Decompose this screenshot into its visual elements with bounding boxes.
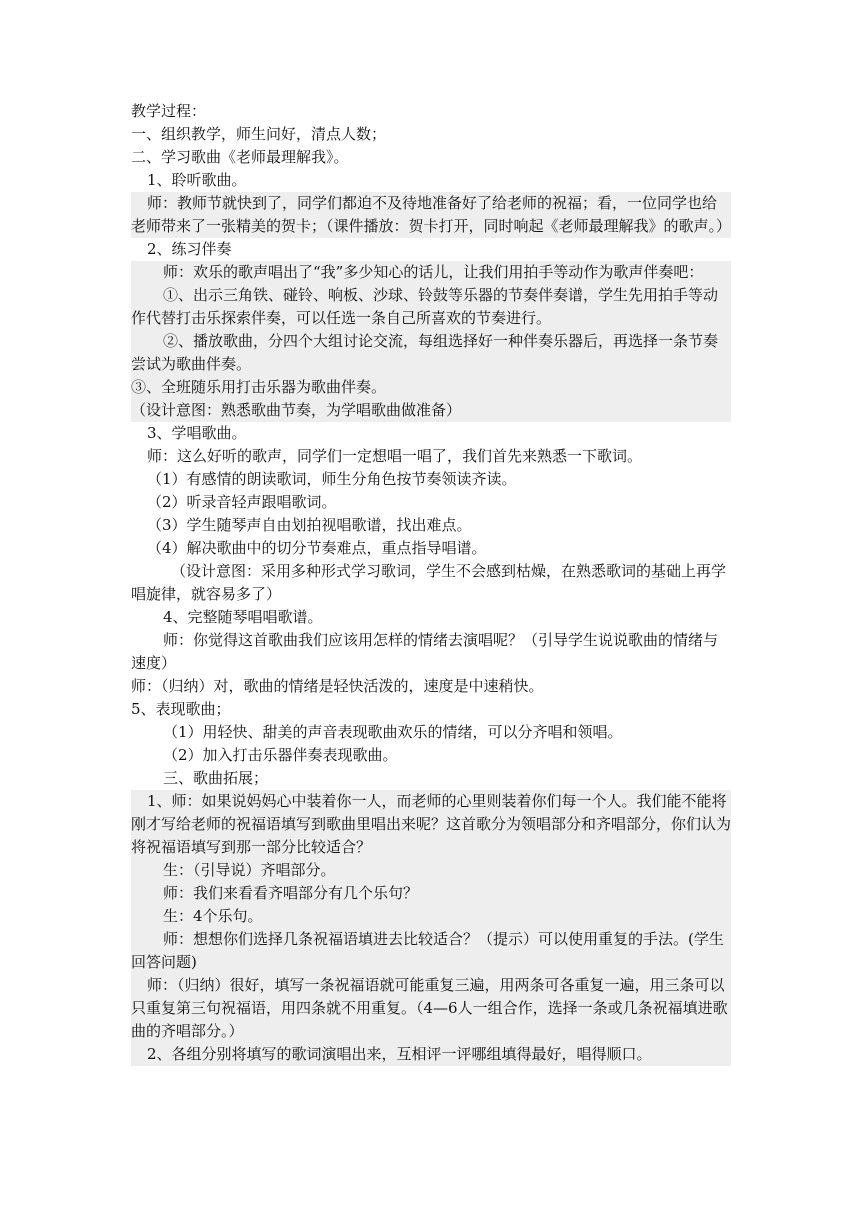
document-body [131, 100, 731, 1066]
paragraph-lyrics: 师：这么好听的歌声，同学们一定想唱一唱了，我们首先来熟悉一下歌词。 [147, 447, 643, 465]
sub-step-perform: 5、表现歌曲； [131, 700, 231, 718]
paragraph-accompaniment: 师：欢乐的歌声唱出了“我”多少知心的话儿，让我们用拍手等动作为歌声伴奏吧： [131, 261, 731, 284]
paragraph-teacher-prompt: 师：想想你们选择几条祝福语填进去比较适合？（提示）可以使用重复的手法。(学生回答问题) [131, 928, 731, 974]
paragraph-extension-1: 1、师：如果说妈妈心中装着你一人，而老师的心里则装着你们每一个人。我们能不能将刚才写给老师的祝福语填写到歌曲里唱出来呢？这首歌分为领唱部分和齐唱部分，你们认为将祝福语填写到那一部分比较适合？ [131, 790, 731, 859]
item-2: （2）听录音轻声跟唱歌词。 [147, 493, 337, 511]
section-heading-process: 教学过程： [131, 102, 207, 120]
paragraph-teacher-question: 师：我们来看看齐唱部分有几个乐句？ [131, 882, 731, 905]
sub-step-full-sing: 4、完整随琴唱唱歌谱。 [163, 608, 323, 626]
paragraph-group-performance: 2、各组分别将填写的歌词演唱出来，互相评一评哪组填得最好，唱得顺口。 [131, 1043, 731, 1066]
paragraph-student-answer-1: 生：（引导说）齐唱部分。 [131, 859, 731, 882]
item-circled-1: ①、出示三角铁、碰铃、响板、沙球、铃鼓等乐器的节奏伴奏谱，学生先用拍手等动作代替打击乐探索伴奏，可以任选一条自己所喜欢的节奏进行。 [131, 284, 731, 330]
sub-step-accompaniment: 2、练习伴奏 [147, 240, 232, 258]
item-circled-2: ②、播放歌曲，分四个大组讨论交流，每组选择好一种伴奏乐器后，再选择一条节奏尝试为歌曲伴奏。 [131, 330, 731, 376]
paragraph-emotion-question: 师：你觉得这首歌曲我们应该用怎样的情绪去演唱呢？（引导学生说说歌曲的情绪与速度） [131, 631, 719, 672]
item-4: （4）解决歌曲中的切分节奏难点，重点指导唱谱。 [147, 539, 487, 557]
design-note-2: （设计意图：采用多种形式学习歌词，学生不会感到枯燥，在熟悉歌词的基础上再学唱旋律，就容易多了） [131, 562, 727, 603]
paragraph-emotion-summary: 师：（归纳）对，歌曲的情绪是轻快活泼的，速度是中速稍快。 [131, 677, 544, 695]
paragraph-teacher-intro: 师：教师节就快到了，同学们都迫不及待地准备好了给老师的祝福；看，一位同学也给老师带来了一张精美的贺卡；（课件播放：贺卡打开，同时响起《老师最理解我》的歌声。） [131, 192, 731, 238]
step-extension: 三、歌曲拓展； [163, 769, 269, 787]
step-learn-song: 二、学习歌曲《老师最理解我》。 [131, 148, 349, 166]
sub-step-learn-sing: 3、学唱歌曲。 [147, 424, 247, 442]
item-3: （3）学生随琴声自由划拍视唱歌谱，找出难点。 [147, 516, 472, 534]
step-organize: 一、组织教学，师生问好，清点人数； [131, 125, 387, 143]
item-circled-3: ③、全班随乐用打击乐器为歌曲伴奏。 [131, 376, 731, 399]
design-note-1: （设计意图：熟悉歌曲节奏，为学唱歌曲做准备） [131, 399, 731, 422]
perform-item-1: （1）用轻快、甜美的声音表现歌曲欢乐的情绪，可以分齐唱和领唱。 [163, 723, 623, 741]
paragraph-student-answer-2: 生：4个乐句。 [131, 905, 731, 928]
perform-item-2: （2）加入打击乐器伴奏表现歌曲。 [163, 746, 398, 764]
paragraph-teacher-summary: 师：（归纳）很好，填写一条祝福语就可能重复三遍，用两条可各重复一遍，用三条可以只重复第三句祝福语，用四条就不用重复。（4—6人一组合作，选择一条或几条祝福填进歌曲的齐唱部分。） [131, 974, 731, 1043]
item-1: （1）有感情的朗读歌词，师生分角色按节奏领读齐读。 [147, 470, 517, 488]
sub-step-listen: 1、聆听歌曲。 [147, 171, 247, 189]
